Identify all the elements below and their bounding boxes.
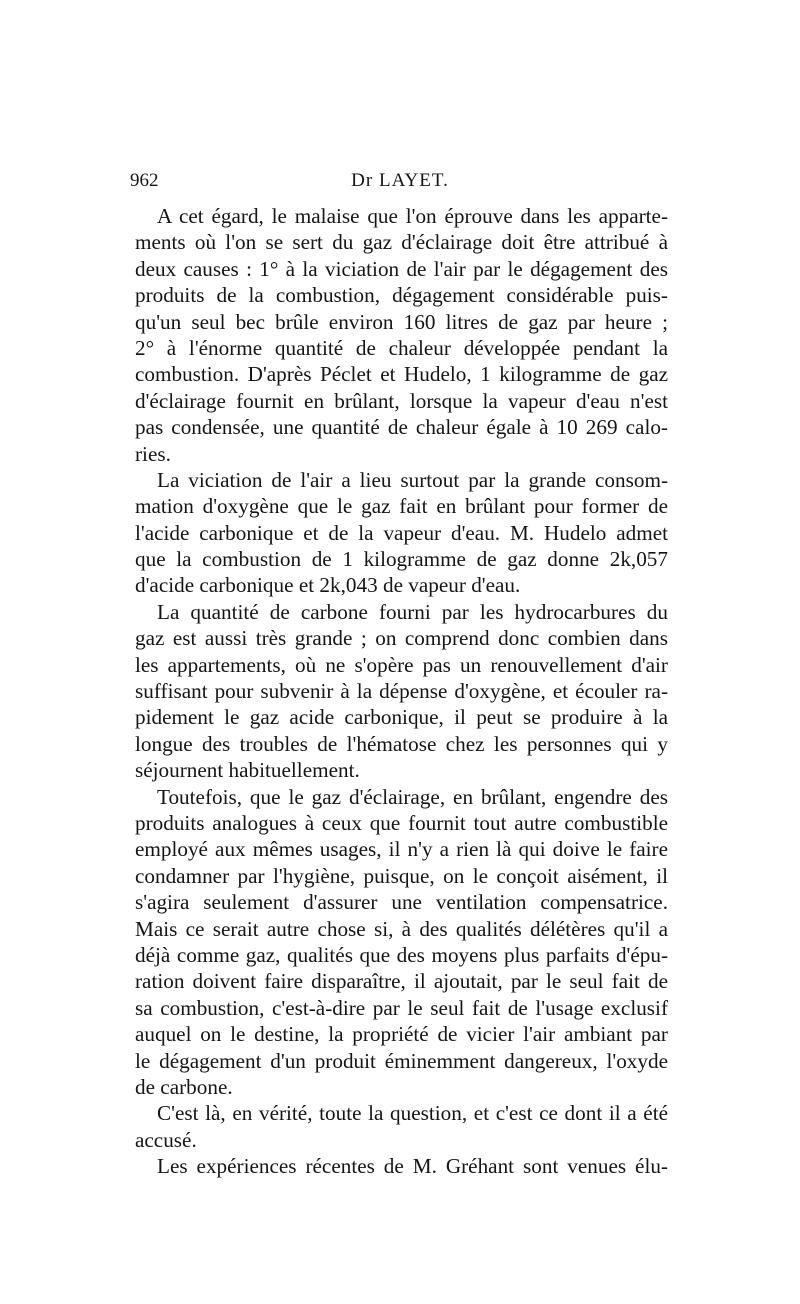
text-line: auquel on le destine, la propriété de vicier l'air ambiant par bbox=[135, 1022, 668, 1047]
text-line: d'éclairage fournit en brûlant, lorsque la vapeur d'eau n'est bbox=[135, 388, 668, 413]
text-line: La viciation de l'air a lieu surtout par la grande consom- bbox=[157, 467, 668, 492]
text-line: deux causes : 1° à la viciation de l'air par le dégagement des bbox=[135, 256, 668, 281]
text-line: employé aux mêmes usages, il n'y a rien là qui doive le faire bbox=[135, 837, 668, 862]
text-line: ries. bbox=[135, 441, 171, 466]
text-line: mation d'oxygène que le gaz fait en brûlant pour former de bbox=[135, 494, 668, 519]
text-line: combustion. D'après Péclet et Hudelo, 1 kilogramme de gaz bbox=[135, 362, 668, 387]
text-line: C'est là, en vérité, toute la question, et c'est ce dont il a été bbox=[157, 1101, 668, 1126]
page-number: 962 bbox=[130, 170, 159, 191]
text-line: produits de la combustion, dégagement considérable puis- bbox=[135, 283, 668, 308]
text-line: gaz est aussi très grande ; on comprend donc combien dans bbox=[135, 626, 668, 651]
text-line: de carbone. bbox=[135, 1074, 233, 1099]
text-line: produits analogues à ceux que fournit tout autre combustible bbox=[135, 810, 668, 835]
text-line: condamner par l'hygiène, puisque, on le conçoit aisément, il bbox=[135, 863, 668, 888]
text-line: accusé. bbox=[135, 1127, 197, 1152]
running-title: Dr LAYET. bbox=[351, 170, 449, 191]
text-line: pidement le gaz acide carbonique, il peut se produire à la bbox=[135, 705, 668, 730]
body-text bbox=[135, 203, 668, 1179]
text-line: d'acide carbonique et 2k,043 de vapeur d'eau. bbox=[135, 573, 521, 598]
text-line: le dégagement d'un produit éminemment dangereux, l'oxyde bbox=[135, 1048, 668, 1073]
text-line: suffisant pour subvenir à la dépense d'oxygène, et écouler ra- bbox=[135, 679, 668, 704]
text-line: pas condensée, une quantité de chaleur égale à 10 269 calo- bbox=[135, 415, 668, 440]
text-line: A cet égard, le malaise que l'on éprouve dans les apparte- bbox=[157, 204, 668, 228]
text-line: déjà comme gaz, qualités que des moyens plus parfaits d'épu- bbox=[135, 942, 668, 967]
text-line: séjournent habituellement. bbox=[135, 758, 360, 783]
text-line: La quantité de carbone fourni par les hydrocarbures du bbox=[157, 599, 668, 624]
text-line: l'acide carbonique et de la vapeur d'eau. M. Hudelo admet bbox=[135, 520, 668, 545]
text-line: longue des troubles de l'hématose chez les personnes qui y bbox=[135, 731, 668, 756]
text-line: les appartements, où ne s'opère pas un renouvellement d'air bbox=[135, 652, 668, 677]
text-line: Toutefois, que le gaz d'éclairage, en brûlant, engendre des bbox=[157, 784, 668, 809]
text-line: sa combustion, c'est-à-dire par le seul fait de l'usage exclusif bbox=[135, 995, 668, 1020]
text-line: que la combustion de 1 kilogramme de gaz donne 2k,057 bbox=[135, 547, 668, 572]
text-line: Les expériences récentes de M. Gréhant sont venues élu- bbox=[157, 1154, 668, 1179]
text-line: qu'un seul bec brûle environ 160 litres de gaz par heure ; bbox=[135, 309, 668, 334]
text-line: ments où l'on se sert du gaz d'éclairage doit être attribué à bbox=[135, 230, 668, 255]
text-line: ration doivent faire disparaître, il ajoutait, par le seul fait de bbox=[135, 969, 668, 994]
text-line: Mais ce serait autre chose si, à des qualités délétères qu'il a bbox=[135, 916, 668, 941]
text-line: s'agira seulement d'assurer une ventilation compensatrice. bbox=[135, 890, 668, 915]
running-head bbox=[130, 168, 670, 194]
text-line: 2° à l'énorme quantité de chaleur développée pendant la bbox=[135, 335, 668, 360]
